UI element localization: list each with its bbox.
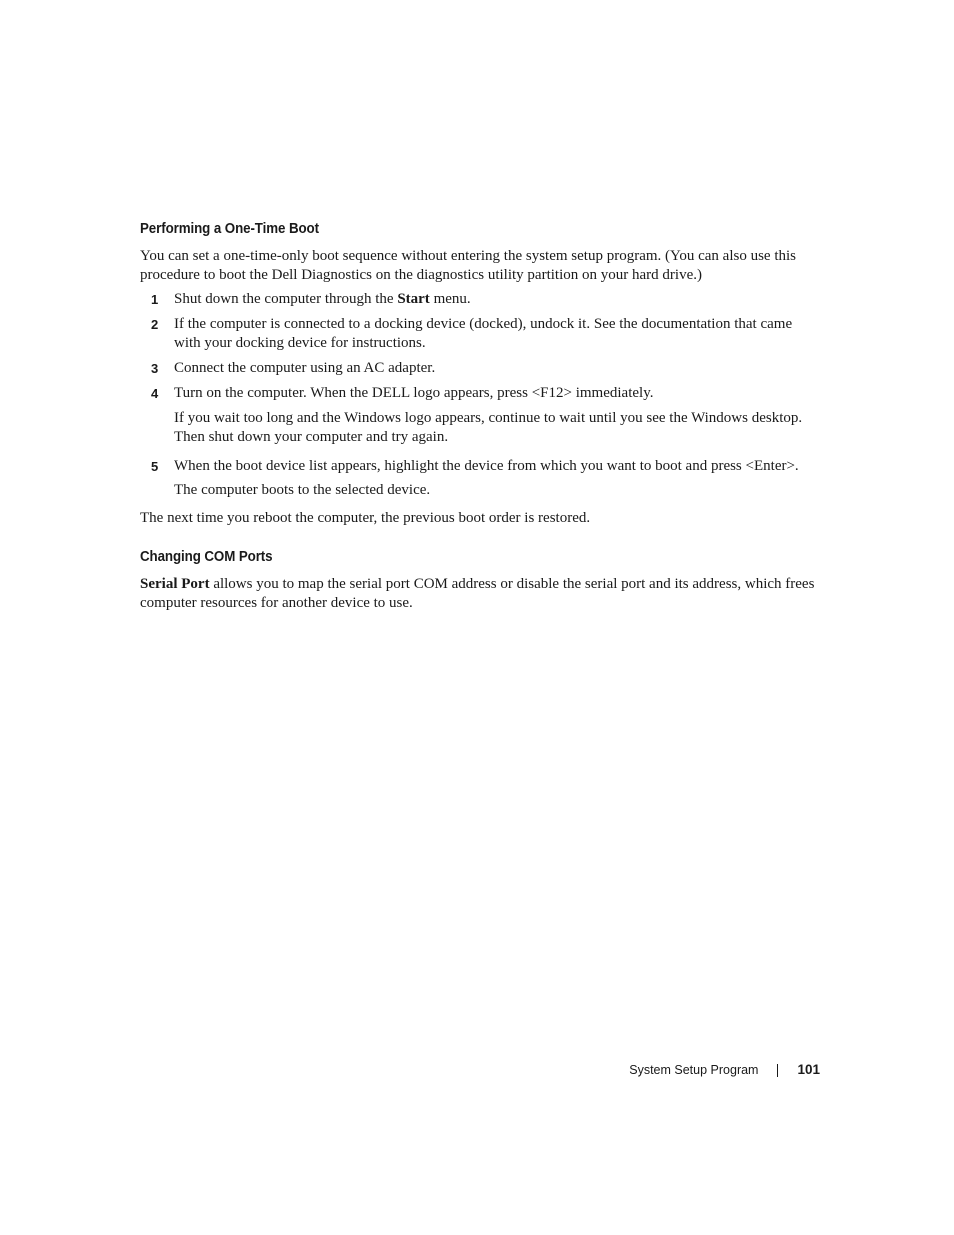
step-item <box>140 384 815 447</box>
section-heading-com-ports: Changing COM Ports <box>140 549 273 565</box>
closing-paragraph: The next time you reboot the computer, the previous boot order is restored. <box>140 510 591 526</box>
step-number: 4 <box>151 386 159 401</box>
step-item <box>140 290 815 309</box>
step-text: If the computer is connected to a docking device (docked), undock it. See the documentation that came with your docking device for instructions. <box>174 316 793 351</box>
step-note: The computer boots to the selected device. <box>174 482 431 498</box>
step-list <box>140 290 815 500</box>
footer-separator <box>777 1064 778 1077</box>
step-text: When the boot device list appears, highlight the device from which you want to boot and press <Enter>. <box>174 458 799 474</box>
step-item <box>140 315 815 353</box>
step-text: Connect the computer using an AC adapter. <box>174 360 436 376</box>
step-number: 2 <box>151 317 159 332</box>
step-note: If you wait too long and the Windows logo appears, continue to wait until you see the Windows desktop. Then shut down your computer and try again. <box>174 410 803 445</box>
step-number: 1 <box>151 292 159 307</box>
intro-paragraph: You can set a one-time-only boot sequence without entering the system setup program. (You can also use this procedure to boot the Dell Diagnostics on the diagnostics utility partition on your hard drive.) <box>140 248 797 283</box>
footer-section-title: System Setup Program <box>629 1063 759 1077</box>
step-number: 5 <box>151 459 159 474</box>
step-number: 3 <box>151 361 159 376</box>
step-item <box>140 457 815 500</box>
page-content <box>140 219 815 613</box>
serial-port-term: Serial Port <box>140 576 210 592</box>
com-ports-paragraph: Serial Port allows you to map the serial port COM address or disable the serial port and its address, which frees computer resources for another device to use. <box>140 576 815 611</box>
step-text: Turn on the computer. When the DELL logo appears, press <F12> immediately. <box>174 385 654 401</box>
page-number: 101 <box>797 1062 820 1077</box>
section-heading-one-time-boot: Performing a One-Time Boot <box>140 221 319 237</box>
page-footer <box>629 1061 820 1079</box>
start-menu-term: Start <box>397 291 430 307</box>
step-text: Shut down the computer through the Start menu. <box>174 291 471 307</box>
step-item <box>140 359 815 378</box>
